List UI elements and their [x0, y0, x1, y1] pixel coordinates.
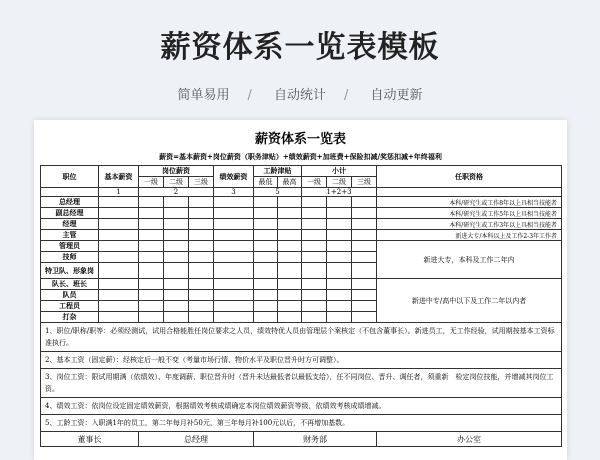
note-4: 4、绩效工资：依岗位设定固定绩效薪资，根据绩效考核成绩确定本岗位绩效薪资等级，依绩效考核成绩增减。	[41, 398, 562, 415]
header-seniority: 工龄津贴	[254, 166, 302, 177]
document-title: 薪资体系一览表	[254, 132, 346, 147]
tag-auto-stat: 自动统计	[273, 88, 326, 103]
header-perf: 绩效薪资	[214, 166, 254, 188]
header-base: 基本薪资	[99, 166, 139, 188]
index-cell: 3	[214, 188, 254, 197]
tag-separator: /	[247, 88, 252, 103]
row-label: 副总经理	[41, 208, 99, 219]
qualification-cell: 本科/研究生或工作8年以上具相当技能者	[377, 197, 562, 208]
row-label: 总经理	[41, 197, 99, 208]
index-cell: 1	[99, 188, 139, 197]
sign-finance: 财务部	[254, 432, 377, 447]
note-3: 3、岗位工资：限试用期满（依绩效）、年度调薪、职位晋升时（晋升未达最低者以最低支给），任不同岗位、晋升、调任者，须重新 检定岗位技能，并增减其岗位工资。	[41, 369, 562, 398]
header-qualification: 任职资格	[377, 166, 562, 188]
header-level3: 三级	[189, 177, 214, 188]
salary-formula: 薪资=基本薪资+岗位薪资（职务津贴）+绩效薪资+加班费+保险扣减/奖惩扣减+年终福利	[159, 152, 442, 161]
note-2: 2、基本工资（固定薪）：经核定后一般不变（考量市场行情、物价水平及职位晋升时方可调整）。	[41, 352, 562, 369]
header-level3: 三级	[352, 177, 377, 188]
salary-table	[40, 165, 562, 447]
header-level1: 一级	[302, 177, 327, 188]
index-cell	[377, 188, 562, 197]
qualification-cell: 新进中专/高中以下及工作二年以内者	[377, 279, 562, 323]
row-label: 主管	[41, 230, 99, 241]
sign-office: 办公室	[377, 432, 562, 447]
header-level2: 二级	[327, 177, 352, 188]
banner-title: 薪资体系一览表模板	[160, 30, 440, 65]
header-level2: 二级	[164, 177, 189, 188]
index-cell	[41, 188, 99, 197]
row-label: 队长、班长	[41, 279, 99, 290]
row-label: 经理	[41, 219, 99, 230]
header-position: 职位	[41, 166, 99, 188]
tag-easy: 简单易用	[177, 88, 230, 103]
header-post: 岗位薪资	[139, 166, 214, 177]
sign-general-manager: 总经理	[139, 432, 254, 447]
document-sheet	[34, 120, 567, 460]
tag-auto-update: 自动更新	[370, 88, 423, 103]
sign-chairman: 董事长	[41, 432, 139, 447]
note-1: 1、职位/职称/职等：必须经测试，试用合格能胜任岗位要求之人员，绩效特优人员由管理层个案核定（不包含董事长）。新进员工，无工作经验，试用期按基本工资标准执行。	[41, 323, 562, 352]
header-subtotal: 小计	[302, 166, 377, 177]
index-cell: 2	[139, 188, 214, 197]
row-label: 技师	[41, 252, 99, 263]
index-cell: 1+2+3	[302, 188, 377, 197]
banner-tags	[0, 84, 600, 103]
header-level1: 一级	[139, 177, 164, 188]
row-label: 管理员	[41, 241, 99, 252]
row-label: 队员	[41, 290, 99, 301]
row-label: 工程员	[41, 301, 99, 312]
qualification-cell: 新进大专，本科及工作二年内	[377, 241, 562, 279]
note-5: 5、工龄工资：入职满1年的员工，第二年每月补50元，第三年每月补100元以后，不再增加基数。	[41, 415, 562, 432]
header-max: 最高	[278, 177, 302, 188]
qualification-cell: 本科/研究生或工作3年以上具相当技能者	[377, 219, 562, 230]
row-label: 打杂	[41, 312, 99, 323]
tag-separator: /	[344, 88, 349, 103]
qualification-cell: 新进大专/本科以上及工作2-3年工作者	[377, 230, 562, 241]
qualification-cell: 本科/研究生或工作5年以上具相当技能者	[377, 208, 562, 219]
index-cell: 5	[254, 188, 302, 197]
row-label: 特卫队、形象岗	[41, 263, 99, 279]
header-min: 最低	[254, 177, 278, 188]
